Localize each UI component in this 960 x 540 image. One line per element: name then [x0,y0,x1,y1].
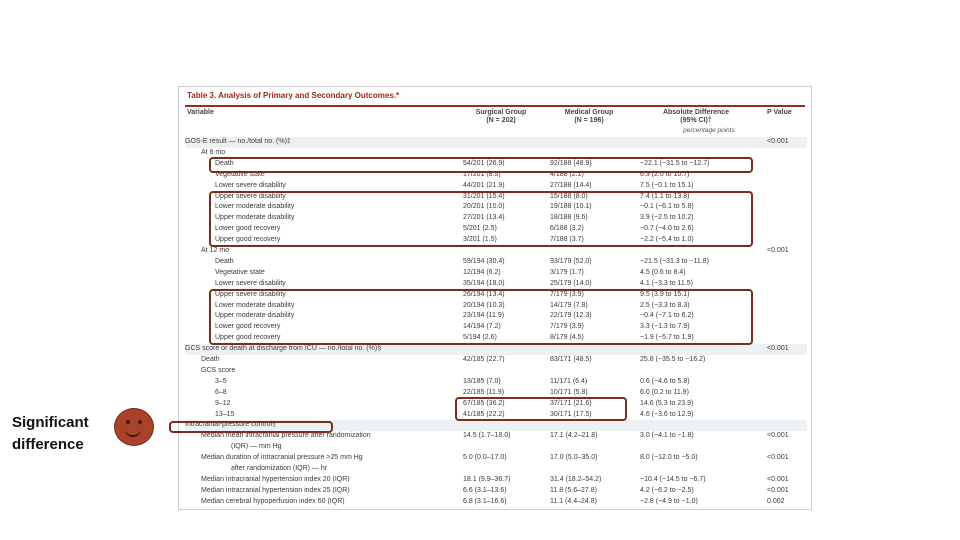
row-pvalue: <0.001 [767,247,789,254]
row-absdiff: −22.1 (−31.5 to −12.7) [640,159,710,167]
highlight-box-icp-control [169,421,333,433]
header-absdiff-unit: percentage points [683,127,735,134]
row-medical: 10/171 (5.8) [550,388,588,396]
table-row [185,344,807,355]
table-row [185,268,807,279]
row-variable: Median duration of intracranial pressure >25 mm Hg [201,454,363,462]
row-variable: Median mean intracranial pressure after randomization [201,432,371,440]
row-pvalue: <0.001 [767,432,789,440]
row-variable: GCS score or death at discharge from ICU — no./total no. (%)§ [185,345,382,353]
row-pvalue: 0.002 [767,497,785,505]
table-row [185,497,807,508]
highlight-box-disability-6mo [209,191,753,247]
row-surgical: 17/201 (8.5) [463,170,501,178]
row-variable: Death [201,356,220,363]
row-variable: Lower good recovery [215,323,281,331]
row-surgical: 20/194 (10.3) [463,301,505,309]
table-row [185,464,807,475]
row-surgical: 35/194 (18.0) [463,279,505,287]
row-variable: Median intracranial hypertension index 25 (IQR) [201,486,350,494]
row-variable: 13–15 [215,410,235,418]
row-medical: 18/188 (9.6) [550,214,588,222]
row-variable: Lower good recovery [215,225,281,233]
row-medical: 14/179 (7.8) [550,301,588,309]
row-medical: 27/188 (14.4) [550,181,592,189]
row-absdiff: 6.3 (2.0 to 10.7) [640,170,690,178]
row-surgical: 14/194 (7.2) [463,323,501,331]
row-surgical: 31/201 (15.4) [463,192,505,200]
row-medical: 31.4 (18.2–54.2) [550,475,602,483]
row-variable: Vegetative state [215,170,265,178]
row-variable: 3–5 [215,377,227,385]
row-absdiff: 7.4 (1.1 to 13.8) [640,192,690,200]
row-absdiff: −10.4 (−14.5 to −6.7) [640,475,706,483]
row-medical: 25/179 (14.0) [550,279,592,287]
row-absdiff: 2.5 (−3.3 to 8.3) [640,301,690,309]
smiley-mouth [125,427,141,437]
row-surgical: 67/185 (36.2) [463,399,505,407]
annotation-label-line1: Significant [12,414,89,431]
row-surgical: 18.1 (9.9–36.7) [463,475,511,483]
table-row [185,181,807,192]
row-variable: GOS-E result — no./total no. (%)‡ [185,138,291,145]
row-medical: 7/188 (3.7) [550,236,584,244]
row-absdiff: −2.2 (−5.4 to 1.0) [640,236,694,244]
row-surgical: 41/185 (22.2) [463,410,505,418]
row-surgical: 26/194 (13.4) [463,290,505,298]
header-surgical [461,109,541,125]
row-surgical: 5/201 (2.5) [463,225,497,233]
row-variable: Upper moderate disability [215,214,295,222]
row-surgical: 5.0 (0.0–17.0) [463,454,507,462]
row-medical: 22/179 (12.3) [550,312,592,320]
table-row [185,486,807,497]
row-pvalue: <0.001 [767,345,789,353]
table-row [185,475,807,486]
row-variable: 6–8 [215,388,227,396]
row-absdiff: 7.5 (−0.1 to 15.1) [640,181,694,189]
row-medical: 11.1 (4.4–24.8) [550,497,597,505]
header-medical-line2: (N = 196) [574,117,604,124]
row-variable: Median cerebral hypoperfusion index 60 (IQR) [201,497,345,505]
row-absdiff: 14.6 (5.3 to 23.9) [640,399,694,407]
row-medical: 11/171 (6.4) [550,377,588,385]
row-variable: Death [215,257,234,265]
table-row [185,366,807,377]
row-absdiff: 4.6 (−3.6 to 12.9) [640,410,694,418]
row-absdiff: 25.8 (−35.5 to −16.2) [640,356,706,363]
row-absdiff: 4.1 (−3.3 to 11.5) [640,279,693,287]
smiley-eye-right [138,420,142,424]
row-surgical: 14.5 (1.7–18.0) [463,432,511,440]
row-medical: 8/179 (4.5) [550,334,584,342]
row-variable: 9–12 [215,399,231,407]
header-surgical-line2: (N = 202) [486,117,516,124]
row-absdiff: −0.7 (−4.0 to 2.6) [640,225,694,233]
row-medical: 4/188 (2.1) [550,170,584,178]
title-rule [185,105,805,107]
row-variable: At 6 mo [201,148,226,156]
header-medical-line1: Medical Group [564,109,614,116]
header-pvalue: P Value [767,109,792,116]
header-medical [549,109,629,125]
row-surgical: 22/185 (11.9) [463,388,505,396]
row-absdiff: 4.5 (0.6 to 8.4) [640,268,686,276]
row-medical: 30/171 (17.5) [550,410,592,418]
row-medical: 3/179 (1.7) [550,268,584,276]
row-surgical: 54/201 (26.9) [463,159,505,167]
highlight-box-death-6mo [209,157,753,173]
row-medical: 15/188 (8.0) [550,192,588,200]
row-absdiff: −2.8 (−4.9 to −1.0) [640,497,698,505]
header-absdiff-line1: Absolute Difference [662,109,730,116]
row-surgical: 12/194 (6.2) [463,268,501,276]
table-row [185,453,807,464]
row-variable: At 12 mo [201,247,230,254]
row-medical: 11.8 (5.6–27.8) [550,486,597,494]
row-absdiff: 3.9 (−2.5 to 10.2) [640,214,694,222]
row-absdiff: −21.5 (−31.3 to −11.8) [640,257,709,265]
table-row [185,377,807,388]
row-absdiff: 3.0 (−4.1 to −1.8) [640,432,694,440]
row-medical: 37/171 (21.6) [550,399,592,407]
table-row [185,442,807,453]
table-row [185,137,807,148]
row-variable: Upper severe disability [215,290,286,298]
smiley-eye-left [126,420,130,424]
row-medical: 17.0 (5.0–35.0) [550,454,598,462]
row-surgical: 13/185 (7.0) [463,377,501,385]
row-variable: Lower moderate disability [215,203,295,211]
row-medical: 7/179 (3.9) [550,290,584,298]
row-variable: Lower moderate disability [215,301,295,309]
table-row [185,246,807,257]
table-row [185,257,807,268]
row-medical: 19/188 (10.1) [550,203,592,211]
row-surgical: 59/194 (30.4) [463,257,505,265]
row-absdiff: −1.9 (−5.7 to 1.9) [640,334,694,342]
annotation-label-line2: difference [12,436,84,453]
row-surgical: 42/185 (22.7) [463,356,505,363]
row-surgical: 44/201 (21.9) [463,181,505,189]
row-surgical: 6.8 (3.1–16.6) [463,497,507,505]
row-surgical: 3/201 (1.5) [463,236,497,244]
row-pvalue: <0.001 [767,475,789,483]
row-absdiff: 3.3 (−1.3 to 7.9) [640,323,690,331]
row-medical: 7/179 (3.9) [550,323,584,331]
row-absdiff: −0.4 (−7.1 to 6.2) [640,312,694,320]
smiley-face-icon [114,408,154,446]
row-variable: Upper moderate disability [215,312,295,320]
header-variable: Variable [187,109,214,116]
row-pvalue: <0.001 [767,486,789,494]
table-row [185,355,807,366]
header-surgical-line1: Surgical Group [475,109,527,116]
row-variable: Vegetative state [215,268,265,276]
row-absdiff: 8.0 (−12.0 to −5.0) [640,454,698,462]
row-variable: Upper good recovery [215,236,281,244]
row-medical: 83/171 (48.5) [550,356,592,363]
row-surgical: 27/201 (13.4) [463,214,505,222]
row-variable: GCS score [201,366,236,374]
row-variable: (IQR) — mm Hg [231,443,282,451]
highlight-box-gcs-9-12 [455,397,627,421]
row-pvalue: <0.001 [767,138,789,145]
row-variable: Lower severe disability [215,279,286,287]
row-variable: Upper good recovery [215,334,281,342]
row-medical: 17.1 (4.2–21.8) [550,432,598,440]
row-absdiff: 6.0 (0.2 to 11.9) [640,388,689,396]
highlight-box-disability-12mo [209,289,753,345]
row-medical: 92/188 (48.9) [550,159,592,167]
row-absdiff: 4.2 (−6.2 to −2.5) [640,486,694,494]
row-variable: Median intracranial hypertension index 20 (IQR) [201,475,350,483]
row-medical: 93/179 (52.0) [550,257,592,265]
row-surgical: 5/194 (2.6) [463,334,497,342]
row-absdiff: 0.6 (−4.6 to 5.8) [640,377,690,385]
row-variable: Lower severe disability [215,181,286,189]
row-variable: Death [215,159,234,167]
header-absdiff-line2: (95% CI)† [680,117,712,124]
row-medical: 6/188 (3.2) [550,225,584,233]
row-surgical: 23/194 (11.9) [463,312,505,320]
row-absdiff: 9.5 (3.9 to 15.1) [640,290,690,298]
row-variable: after randomization (IQR) — hr [231,465,328,472]
row-surgical: 6.6 (3.1–13.6) [463,486,507,494]
row-variable: Intracranial-pressure control¶ [185,421,276,429]
row-surgical: 20/201 (10.0) [463,203,505,211]
outcomes-table [178,86,812,510]
header-absdiff [641,109,751,125]
row-pvalue: <0.001 [767,454,789,462]
row-variable: Upper severe disability [215,192,286,200]
row-absdiff: −0.1 (−6.1 to 5.8) [640,203,694,211]
table-title: Table 3. Analysis of Primary and Secondary Outcomes.* [187,91,400,100]
